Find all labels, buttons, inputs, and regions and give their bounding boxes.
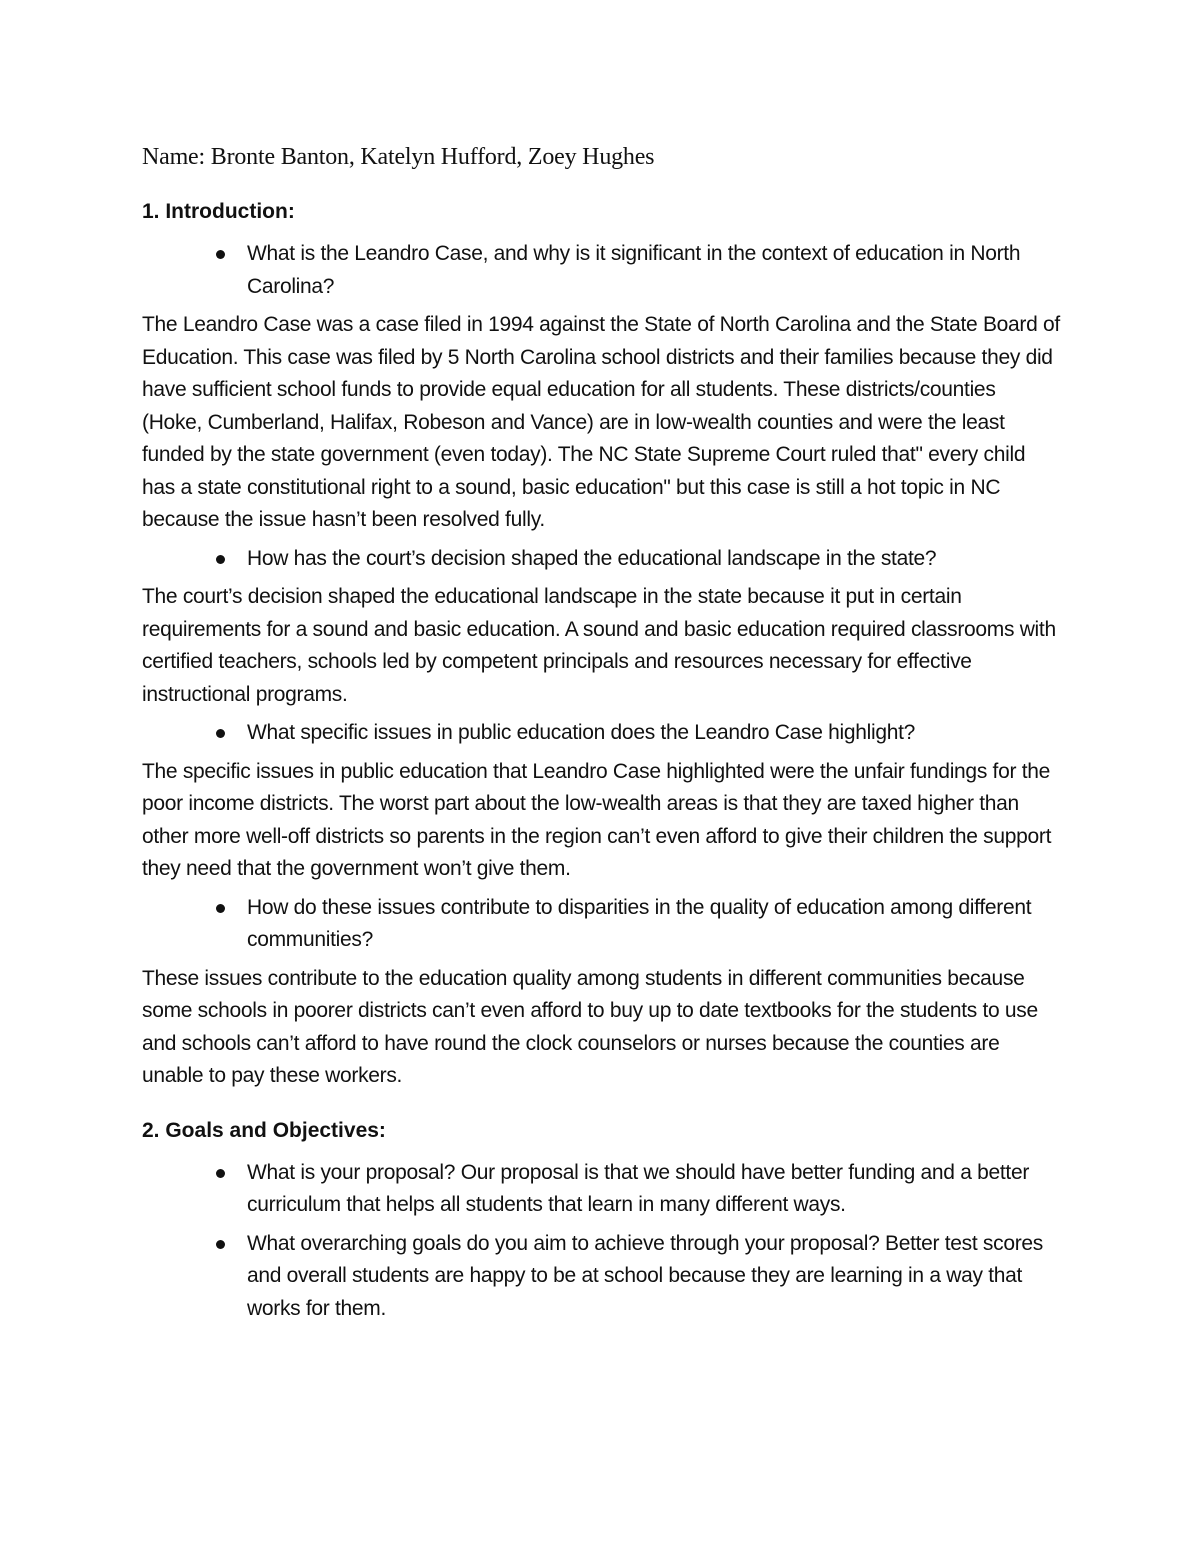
- question-court-decision: [142, 543, 1060, 576]
- question-text: How has the court’s decision shaped the educational landscape in the state?: [247, 546, 937, 570]
- goal-text: What is your proposal? Our proposal is that we should have better funding and a better curriculum that helps all students that learn in many different ways.: [247, 1160, 1030, 1216]
- question-text: What is the Leandro Case, and why is it significant in the context of education in North Carolina?: [247, 242, 1021, 298]
- bullet-icon: [216, 1240, 225, 1249]
- question-text: What specific issues in public education does the Leandro Case highlight?: [247, 721, 916, 744]
- goal-overarching: [142, 1228, 1060, 1326]
- answer-disparities: These issues contribute to the education quality among students in different communities because some schools in poorer districts can’t even afford to buy up to date textbooks for the students to use and schools can’t afford to have round the clock counselors or nurses because the counties are unable to pay these workers.: [142, 966, 1038, 1087]
- bullet-icon: [216, 250, 225, 259]
- bullet-icon: [216, 555, 225, 564]
- bullet-icon: [216, 904, 225, 913]
- answer-leandro-case: The Leandro Case was a case filed in 1994 against the State of North Carolina and the State Board of Education. This case was filed by 5 North Carolina school districts and their families because they did have sufficient school funds to provide equal education for all students. These districts/counties (Hoke, Cumberland, Halifax, Robeson and Vance) are in low-wealth counties and were the least funded by the state government (even today). The NC State Supreme Court ruled that" every child has a state constitutional right to a sound, basic education" but this case is still a hot topic in NC because the issue hasn’t been resolved fully.: [142, 313, 1060, 531]
- goal-proposal: [142, 1157, 1060, 1222]
- question-leandro-case: [142, 238, 1060, 303]
- bullet-icon: [216, 729, 225, 738]
- document-body: [142, 140, 1060, 1331]
- bullet-icon: [216, 1169, 225, 1178]
- answer-court-decision: The court’s decision shaped the educational landscape in the state because it put in certain requirements for a sound and basic education. A sound and basic education required classrooms with certified teachers, schools led by competent principals and resources necessary for effective instructional programs.: [142, 585, 1056, 706]
- section-heading-goals: 2. Goals and Objectives:: [142, 1118, 386, 1142]
- section-heading-introduction: 1. Introduction:: [142, 200, 295, 223]
- question-text: How do these issues contribute to disparities in the quality of education among different communities?: [247, 895, 1032, 951]
- question-specific-issues: [142, 717, 1060, 750]
- author-names: Name: Bronte Banton, Katelyn Hufford, Zoey Hughes: [142, 144, 655, 170]
- goal-text: What overarching goals do you aim to achieve through your proposal? Better test scores and overall students are happy to be at school because they are learning in a way that works for them.: [247, 1231, 1043, 1320]
- question-disparities: [142, 892, 1060, 957]
- answer-specific-issues: The specific issues in public education that Leandro Case highlighted were the unfair fundings for the poor income districts. The worst part about the low-wealth areas is that they are taxed higher than other more well-off districts so parents in the region can’t even afford to give their children the support they need that the government won’t give them.: [142, 759, 1052, 880]
